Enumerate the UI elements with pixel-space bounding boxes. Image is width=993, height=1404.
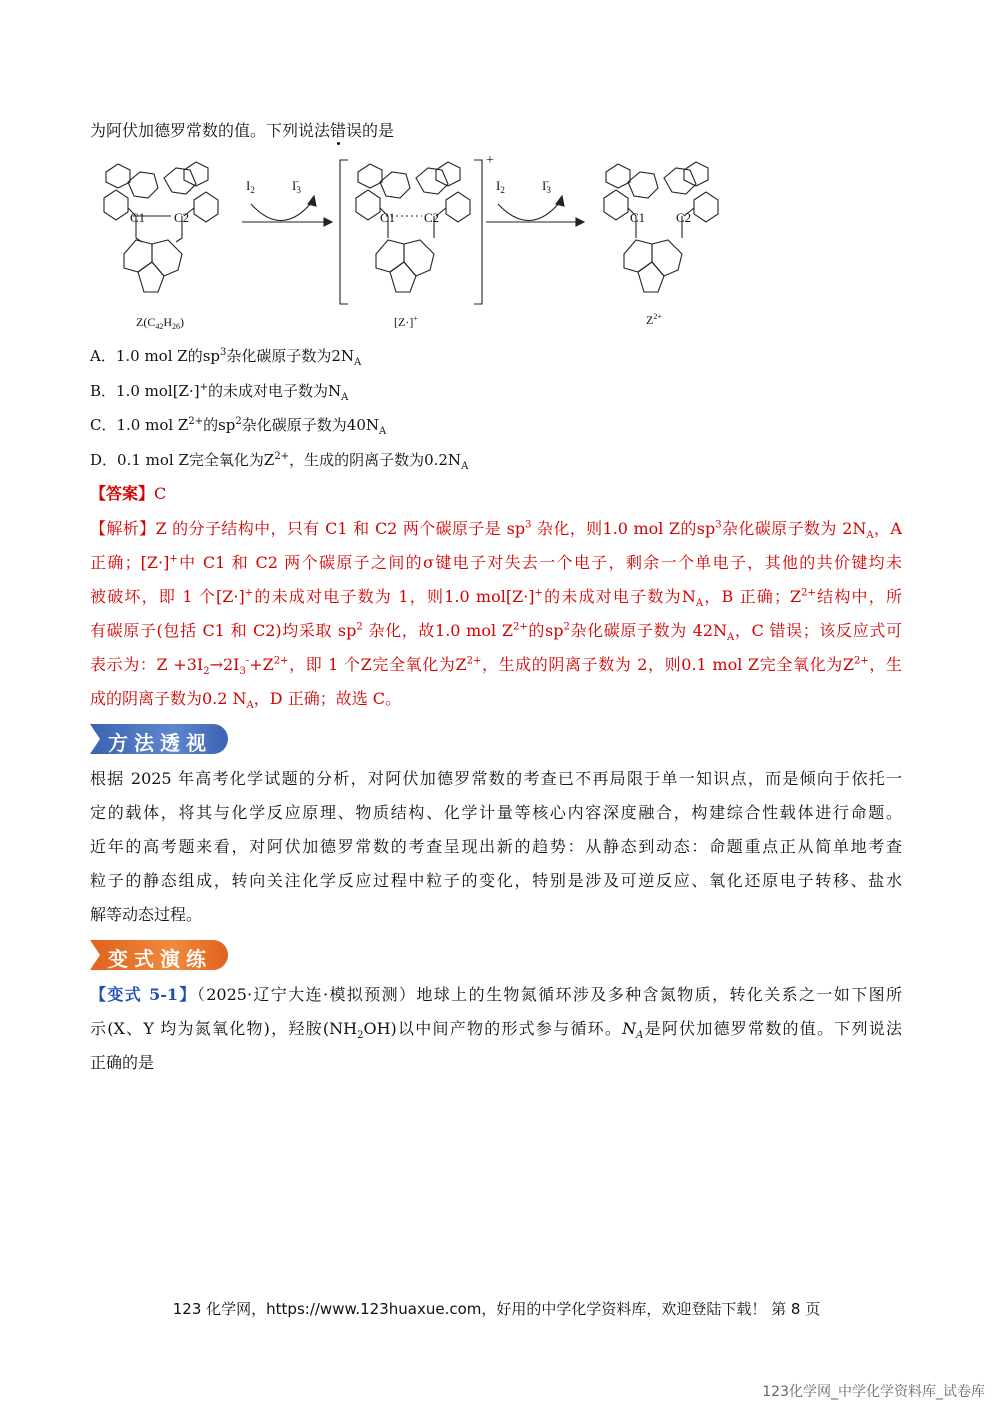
variant-line-1: 【变式 5-1】（2025·辽宁大连·模拟预测）地球上的生物氮循环涉及多种含氮物质，转化关系之一如下图所 xyxy=(90,985,902,1004)
reagent-i3-1: $I_3-$ xyxy=(292,176,301,195)
analysis-line-1: 【解析】Z 的分子结构中，只有 C1 和 C2 两个碳原子是 $sp^3$ 杂化，则1.0 mol Z的$sp^3$杂化碳原子数为 $2N_A$，A xyxy=(90,519,902,542)
label-c2-z2: C2 xyxy=(676,210,692,225)
option-a: A．1.0 mol Z的$sp^3$杂化碳原子数为$2N_A$ xyxy=(90,347,362,368)
method-line-5: 解等动态过程。 xyxy=(90,905,203,924)
label-c1-z: C1 xyxy=(130,210,146,225)
analysis-line-3: 被破坏，即 1 个[Z·]+的未成对电子数为 1，则1.0 mol[Z·]+的未成对电子数为$N_A$，B 正确；$Z^{2+}$结构中，所 xyxy=(90,587,902,610)
molecule-z2 xyxy=(604,162,718,292)
reagent-i2-2: $I_2$ xyxy=(496,178,505,195)
curved-arrow-2 xyxy=(498,202,560,221)
method-line-1: 根据 2025 年高考化学试题的分析，对阿伏加德罗常数的考查已不再局限于单一知识点，而是倾向于依托一 xyxy=(90,769,902,788)
label-z2: $Z^{2+}$ xyxy=(646,312,662,327)
variant-banner-title: 变式演练 xyxy=(108,947,212,971)
reagent-i2-1: $I_2$ xyxy=(246,178,255,195)
answer-label: 【答案】 xyxy=(90,484,155,503)
option-b: B．1.0 mol[Z·]+的未成对电子数为$N_A$ xyxy=(90,382,349,403)
bracket-charge: + xyxy=(486,153,494,168)
intro-line xyxy=(90,121,902,141)
page-footer: 123 化学网，https://www.123huaxue.com，好用的中学化学资料库，欢迎登陆下载！ 第 8 页 xyxy=(172,1300,821,1318)
analysis-line-6: 成的阴离子数为0.2 $N_A$，D 正确；故选 C。 xyxy=(90,689,402,712)
label-c2-zrad: C2 xyxy=(424,210,440,225)
analysis-line-4: 有碳原子(包括 C1 和 C2)均采取 $sp^2$ 杂化，故1.0 mol $Z^{2+}$的$sp^2$杂化碳原子数为 $42N_A$，C 错误；该反应式可 xyxy=(90,621,902,644)
bracket-left xyxy=(340,160,348,304)
method-line-2: 定的载体，将其与化学反应原理、物质结构、化学计量等核心内容深度融合，构建综合性载体进行命题。 xyxy=(90,803,902,822)
method-banner xyxy=(90,724,228,754)
variant-banner xyxy=(90,940,228,970)
label-c2-z: C2 xyxy=(174,210,190,225)
molecule-z xyxy=(104,162,218,292)
watermark: 123化学网_中学化学资料库_试卷库 xyxy=(762,1384,985,1400)
method-banner-title: 方法透视 xyxy=(108,731,212,755)
option-d: D．0.1 mol Z完全氧化为$Z^{2+}$，生成的阴离子数为$0.2N_A$ xyxy=(90,451,469,472)
analysis-line-2: 正确；[Z·]+中 C1 和 C2 两个碳原子之间的σ键电子对失去一个电子，剩余一个单电子，其他的共价键均未 xyxy=(90,553,902,572)
intro-text: 为阿伏加德罗常数的值。下列说法错误的是 xyxy=(90,121,395,140)
reaction-scheme xyxy=(86,150,736,335)
label-z: $Z(C_{42}H_{26})$ xyxy=(136,315,185,331)
analysis-line-5: 表示为：$Z +3I_2\to 2I_3^-+Z^{2+}$，即 1 个Z完全氧化为$Z^{2+}$，生成的阴离子数为 2，则0.1 mol Z完全氧化为$Z^{2+}$，生 xyxy=(90,655,902,678)
label-c1-zrad: C1 xyxy=(380,210,396,225)
method-line-3: 近年的高考题来看，对阿伏加德罗常数的考查呈现出新的趋势：从静态到动态：命题重点正从简单地考查 xyxy=(90,837,902,856)
curved-arrow-1 xyxy=(251,202,312,221)
option-c: C．1.0 mol $Z^{2+}$的$sp^2$杂化碳原子数为$40N_A$ xyxy=(90,416,387,437)
variant-line-3: 正确的是 xyxy=(90,1053,155,1072)
answer-value: C xyxy=(154,484,167,503)
method-line-4: 粒子的静态组成，转向关注化学反应过程中粒子的变化，特别是涉及可逆反应、氧化还原电子转移、盐水 xyxy=(90,871,902,890)
variant-line-2: 示(X、Y 均为氮氧化物)，羟胺$(NH_2OH)$以中间产物的形式参与循环。$N_A$是阿伏加德罗常数的值。下列说法 xyxy=(90,1019,902,1042)
label-c1-z2: C1 xyxy=(630,210,646,225)
label-zrad: [Z·]+ xyxy=(394,314,418,329)
variant-label: 【变式 5-1】 xyxy=(90,985,197,1004)
reagent-i3-2: $I_3-$ xyxy=(542,176,551,195)
molecule-z-radical xyxy=(356,162,470,292)
answer-line xyxy=(90,484,902,504)
bracket-right xyxy=(474,160,482,304)
